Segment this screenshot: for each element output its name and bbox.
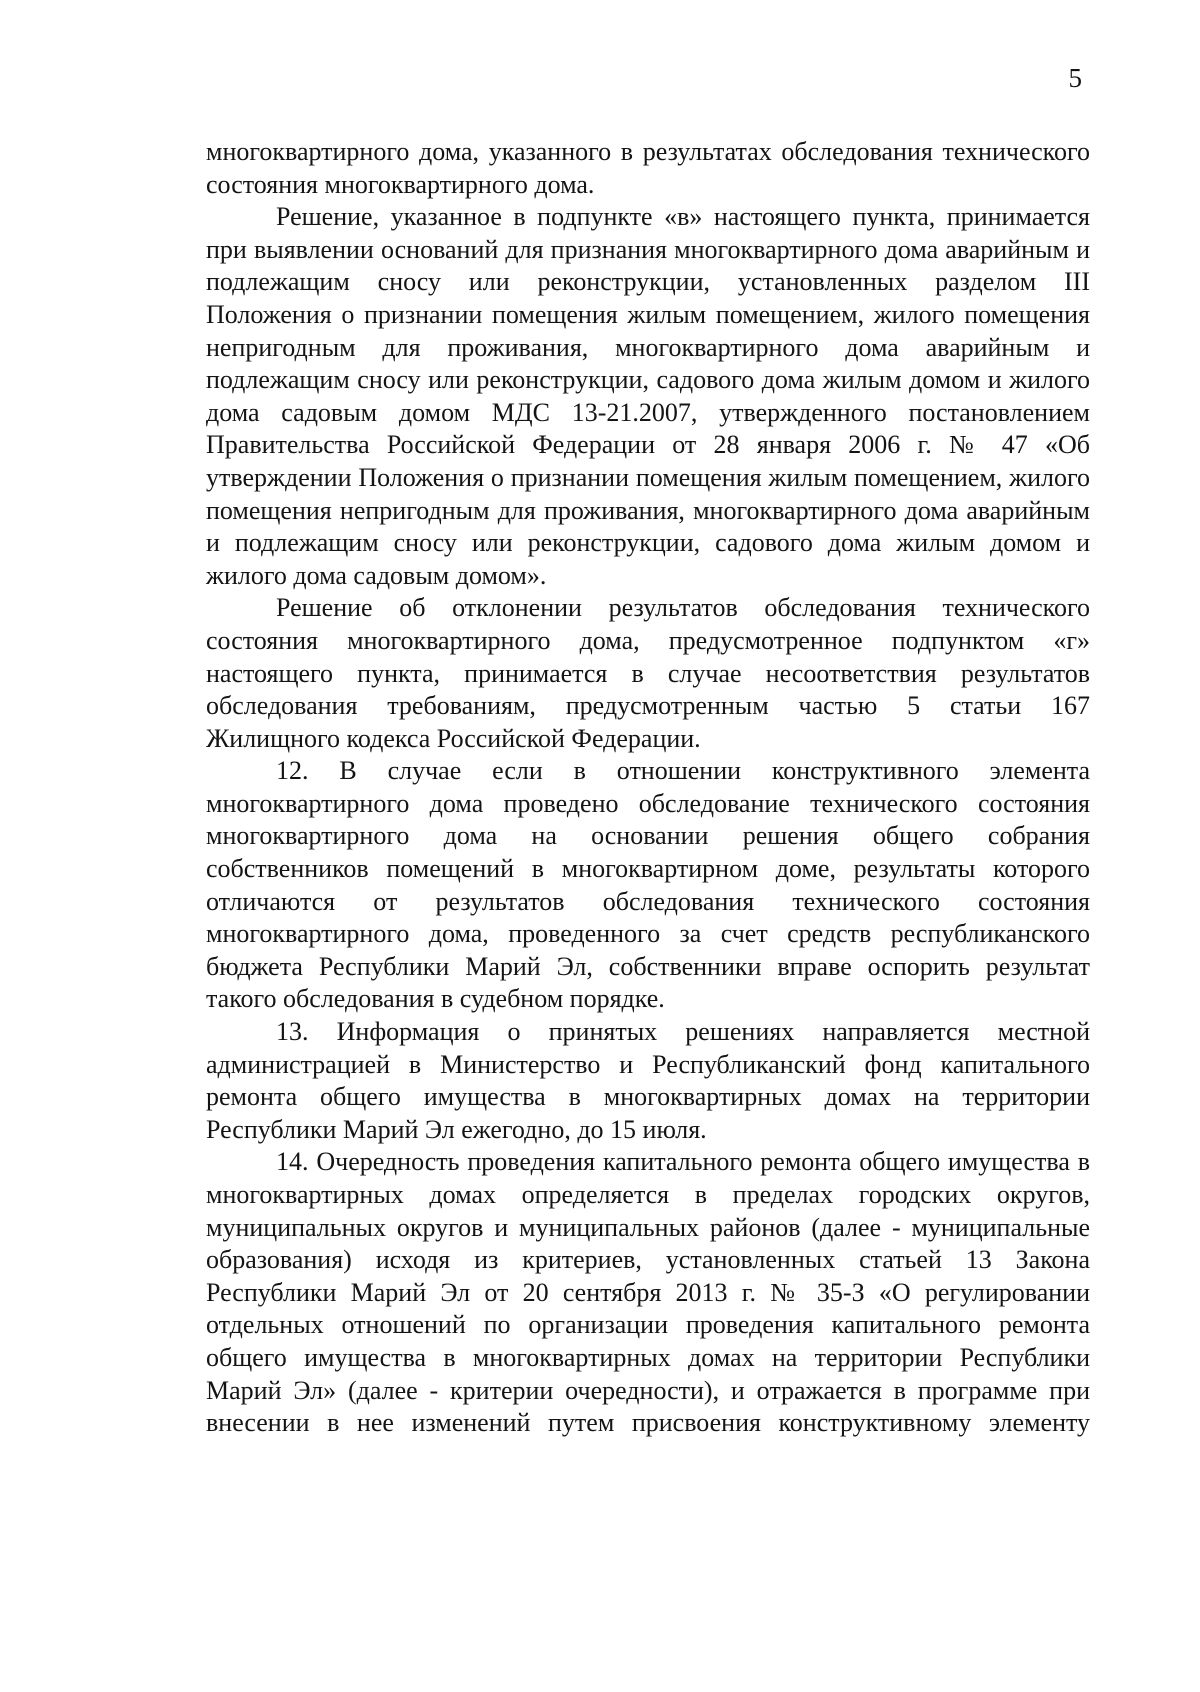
document-body bbox=[206, 136, 1090, 1440]
page-number: 5 bbox=[1068, 63, 1082, 93]
paragraph-decision-g: Решение об отклонении результатов обследования технического состояния многоквартирного дома, предусмотренное подпунктом «г» настоящего пункта, принимается в случае несоответствия результатов обследования требованиям, предусмотренным частью 5 статьи 167 Жилищного кодекса Российской Федерации. bbox=[206, 593, 1090, 753]
paragraph-decision-v: Решение, указанное в подпункте «в» настоящего пункта, принимается при выявлении оснований для признания многоквартирного дома аварийным и подлежащим сносу или реконструкции, установленных разделом III Положения о признании помещения жилым помещением, жилого помещения непригодным для проживания, многоквартирного дома аварийным и подлежащим сносу или реконструкции, садового дома жилым домом и жилого дома садовым домом МДС 13-21.2007, утвержденного постановлением Правительства Российской Федерации от 28 января 2006 г. № 47 «Об утверждении Положения о признании помещения жилым помещением, жилого помещения непригодным для проживания, многоквартирного дома аварийным и подлежащим сносу или реконструкции, садового дома жилым домом и жилого дома садовым домом». bbox=[206, 202, 1090, 590]
paragraph-continuation: многоквартирного дома, указанного в результатах обследования технического состояния многоквартирного дома. bbox=[206, 137, 1090, 199]
paragraph-item-12: 12. В случае если в отношении конструктивного элемента многоквартирного дома проведено обследование технического состояния многоквартирного дома на основании решения общего собрания собственников помещений в многоквартирном доме, результаты которого отличаются от результатов обследования технического состояния многоквартирного дома, проведенного за счет средств республиканского бюджета Республики Марий Эл, собственники вправе оспорить результат такого обследования в судебном порядке. bbox=[206, 756, 1090, 1014]
paragraph-item-13: 13. Информация о принятых решениях направляется местной администрацией в Министерство и Республиканский фонд капитального ремонта общего имущества в многоквартирных домах на территории Республики Марий Эл ежегодно, до 15 июля. bbox=[206, 1017, 1090, 1144]
paragraph-item-14: 14. Очередность проведения капитального ремонта общего имущества в многоквартирных домах определяется в пределах городских округов, муниципальных округов и муниципальных районов (далее - муниципальные образования) исходя из критериев, установленных статьей 13 Закона Республики Марий Эл от 20 сентября 2013 г. № 35-З «О регулировании отдельных отношений по организации проведения капитального ремонта общего имущества в многоквартирных домах на территории Республики Марий Эл» (далее - критерии очередности), и отражается в программе при внесении в нее изменений путем присвоения конструктивному элементу bbox=[206, 1147, 1090, 1438]
